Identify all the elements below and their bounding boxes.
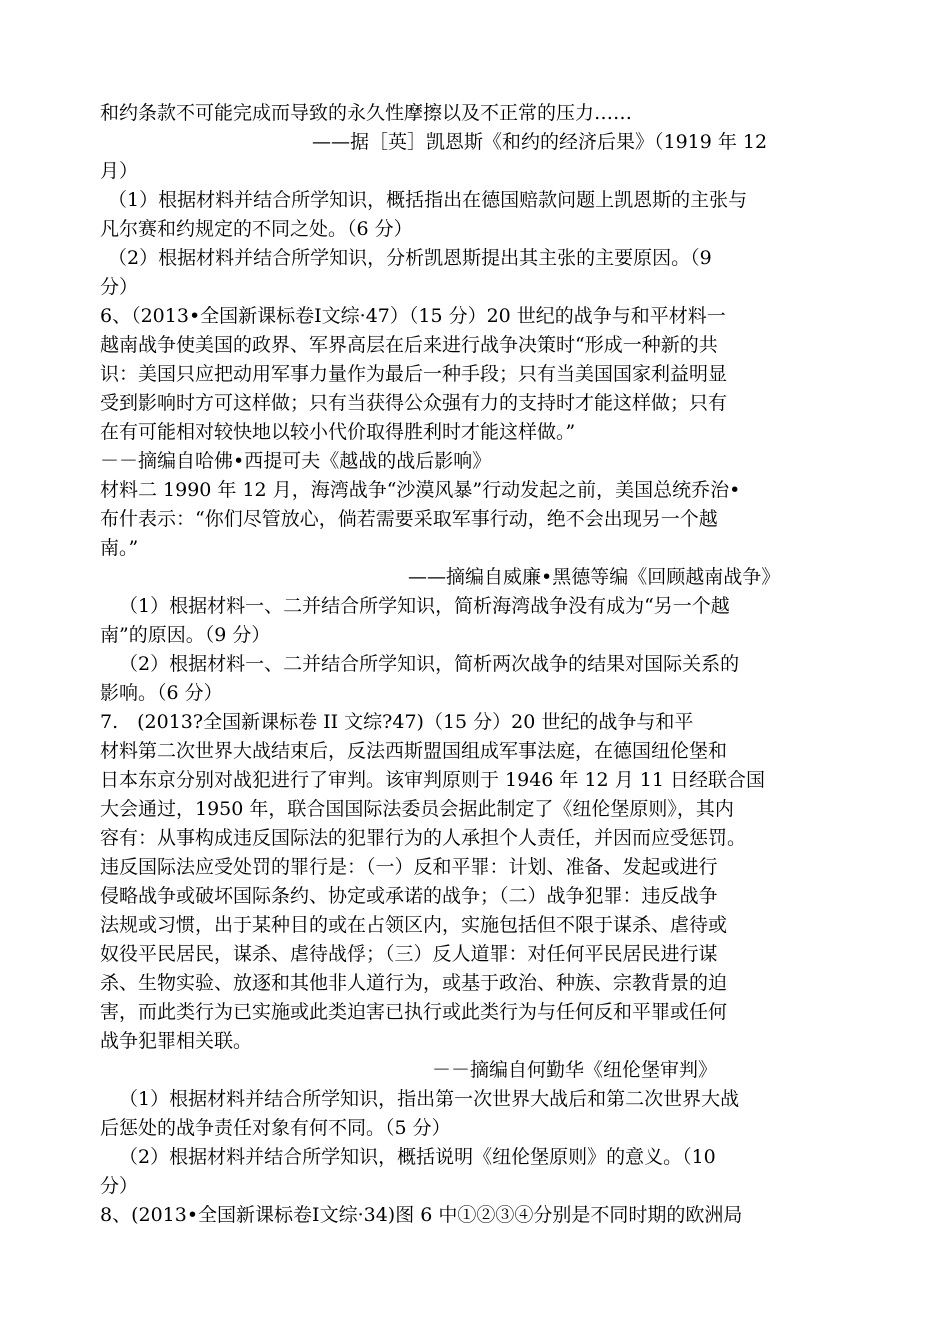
question-heading: 7. (2013?全国新课标卷 II 文综?47)（15 分）20 世纪的战争与和平 (100, 711, 694, 733)
text-line: 月） (100, 160, 139, 182)
text-line: 分） (100, 1175, 139, 1197)
question-line: （1）根据材料一、二并结合所学知识，简析海湾战争没有成为“另一个越 (119, 595, 730, 617)
text-line: 侵略战争或破坏国际条约、协定或承诺的战争；（二）战争犯罪：违反战争 (100, 885, 718, 907)
text-line: 容有：从事构成违反国际法的犯罪行为的人承担个人责任，并因而应受惩罚。 (100, 827, 747, 849)
text-line: 南。” (100, 537, 139, 559)
text-line: 害，而此类行为已实施或此类迫害已执行或此类行为与任何反和平罪或任何 (100, 1001, 728, 1023)
text-line: 后惩处的战争责任对象有何不同。（5 分） (100, 1117, 451, 1139)
text-line: 战争犯罪相关联。 (100, 1030, 253, 1052)
text-line: 越南战争使美国的政界、军界高层在后来进行战争决策时“形成一种新的共 (100, 334, 718, 356)
text-line: 材料第二次世界大战结束后，反法西斯盟国组成军事法庭，在德国纽伦堡和 (100, 740, 728, 762)
text-line: 材料二 1990 年 12 月，海湾战争“沙漠风暴”行动发起之前，美国总统乔治• (100, 479, 741, 501)
text-line: 和约条款不可能完成而导致的永久性摩擦以及不正常的压力…… (100, 102, 633, 124)
text-line: 凡尔赛和约规定的不同之处。（6 分） (100, 218, 413, 240)
text-line: 违反国际法应受处罚的罪行是：（一）反和平罪：计划、准备、发起或进行 (100, 856, 718, 878)
question-heading: 6、（2013•全国新课标卷Ⅰ文综·47）（15 分）20 世纪的战争与和平材料一 (100, 305, 726, 327)
text-line: 南”的原因。（9 分） (100, 624, 271, 646)
text-line: 大会通过，1950 年，联合国国际法委员会据此制定了《纽伦堡原则》，其内 (100, 798, 734, 820)
citation-line: －－摘编自何勤华《纽伦堡审判》 (432, 1059, 718, 1081)
question-line: （2）根据材料一、二并结合所学知识，简析两次战争的结果对国际关系的 (119, 653, 740, 675)
question-line: （2）根据材料并结合所学知识，分析凯恩斯提出其主张的主要原因。（9 (108, 247, 712, 269)
text-line: 影响。（6 分） (100, 682, 223, 704)
text-line: 在有可能相对较快地以较小代价取得胜利时才能这样做。” (100, 421, 576, 443)
text-line: 布什表示：“你们尽管放心，倘若需要采取军事行动，绝不会出现另一个越 (100, 508, 718, 530)
text-line: 受到影响时方可这样做；只有当获得公众强有力的支持时才能这样做；只有 (100, 392, 728, 414)
question-heading: 8、(2013•全国新课标卷Ⅰ文综·34)图 6 中①②③④分别是不同时期的欧洲局 (100, 1204, 743, 1226)
text-line: 法规或习惯，出于某种目的或在占领区内，实施包括但不限于谋杀、虐待或 (100, 914, 728, 936)
citation-line: －－摘编自哈佛•西提可夫《越战的战后影响》 (100, 450, 492, 472)
text-line: 奴役平民居民，谋杀、虐待战俘；（三）反人道罪：对任何平民居民进行谋 (100, 943, 718, 965)
citation-line: ——据［英］凯恩斯《和约的经济后果》（1919 年 12 (312, 131, 768, 153)
text-line: 杀、生物实验、放逐和其他非人道行为，或基于政治、种族、宗教背景的迫 (100, 972, 728, 994)
text-line: 分） (100, 276, 139, 298)
question-line: （1）根据材料并结合所学知识，概括指出在德国赔款问题上凯恩斯的主张与 (108, 189, 748, 211)
text-line: 识：美国只应把动用军事力量作为最后一种手段；只有当美国国家利益明显 (100, 363, 728, 385)
citation-line: ——摘编自威廉•黑德等编《回顾越南战争》 (408, 566, 781, 588)
text-line: 日本东京分别对战犯进行了审判。该审判原则于 1946 年 12 月 11 日经联合国 (100, 769, 765, 791)
question-line: （2）根据材料并结合所学知识，概括说明《纽伦堡原则》的意义。（10 (119, 1146, 716, 1168)
question-line: （1）根据材料并结合所学知识，指出第一次世界大战后和第二次世界大战 (119, 1088, 740, 1110)
